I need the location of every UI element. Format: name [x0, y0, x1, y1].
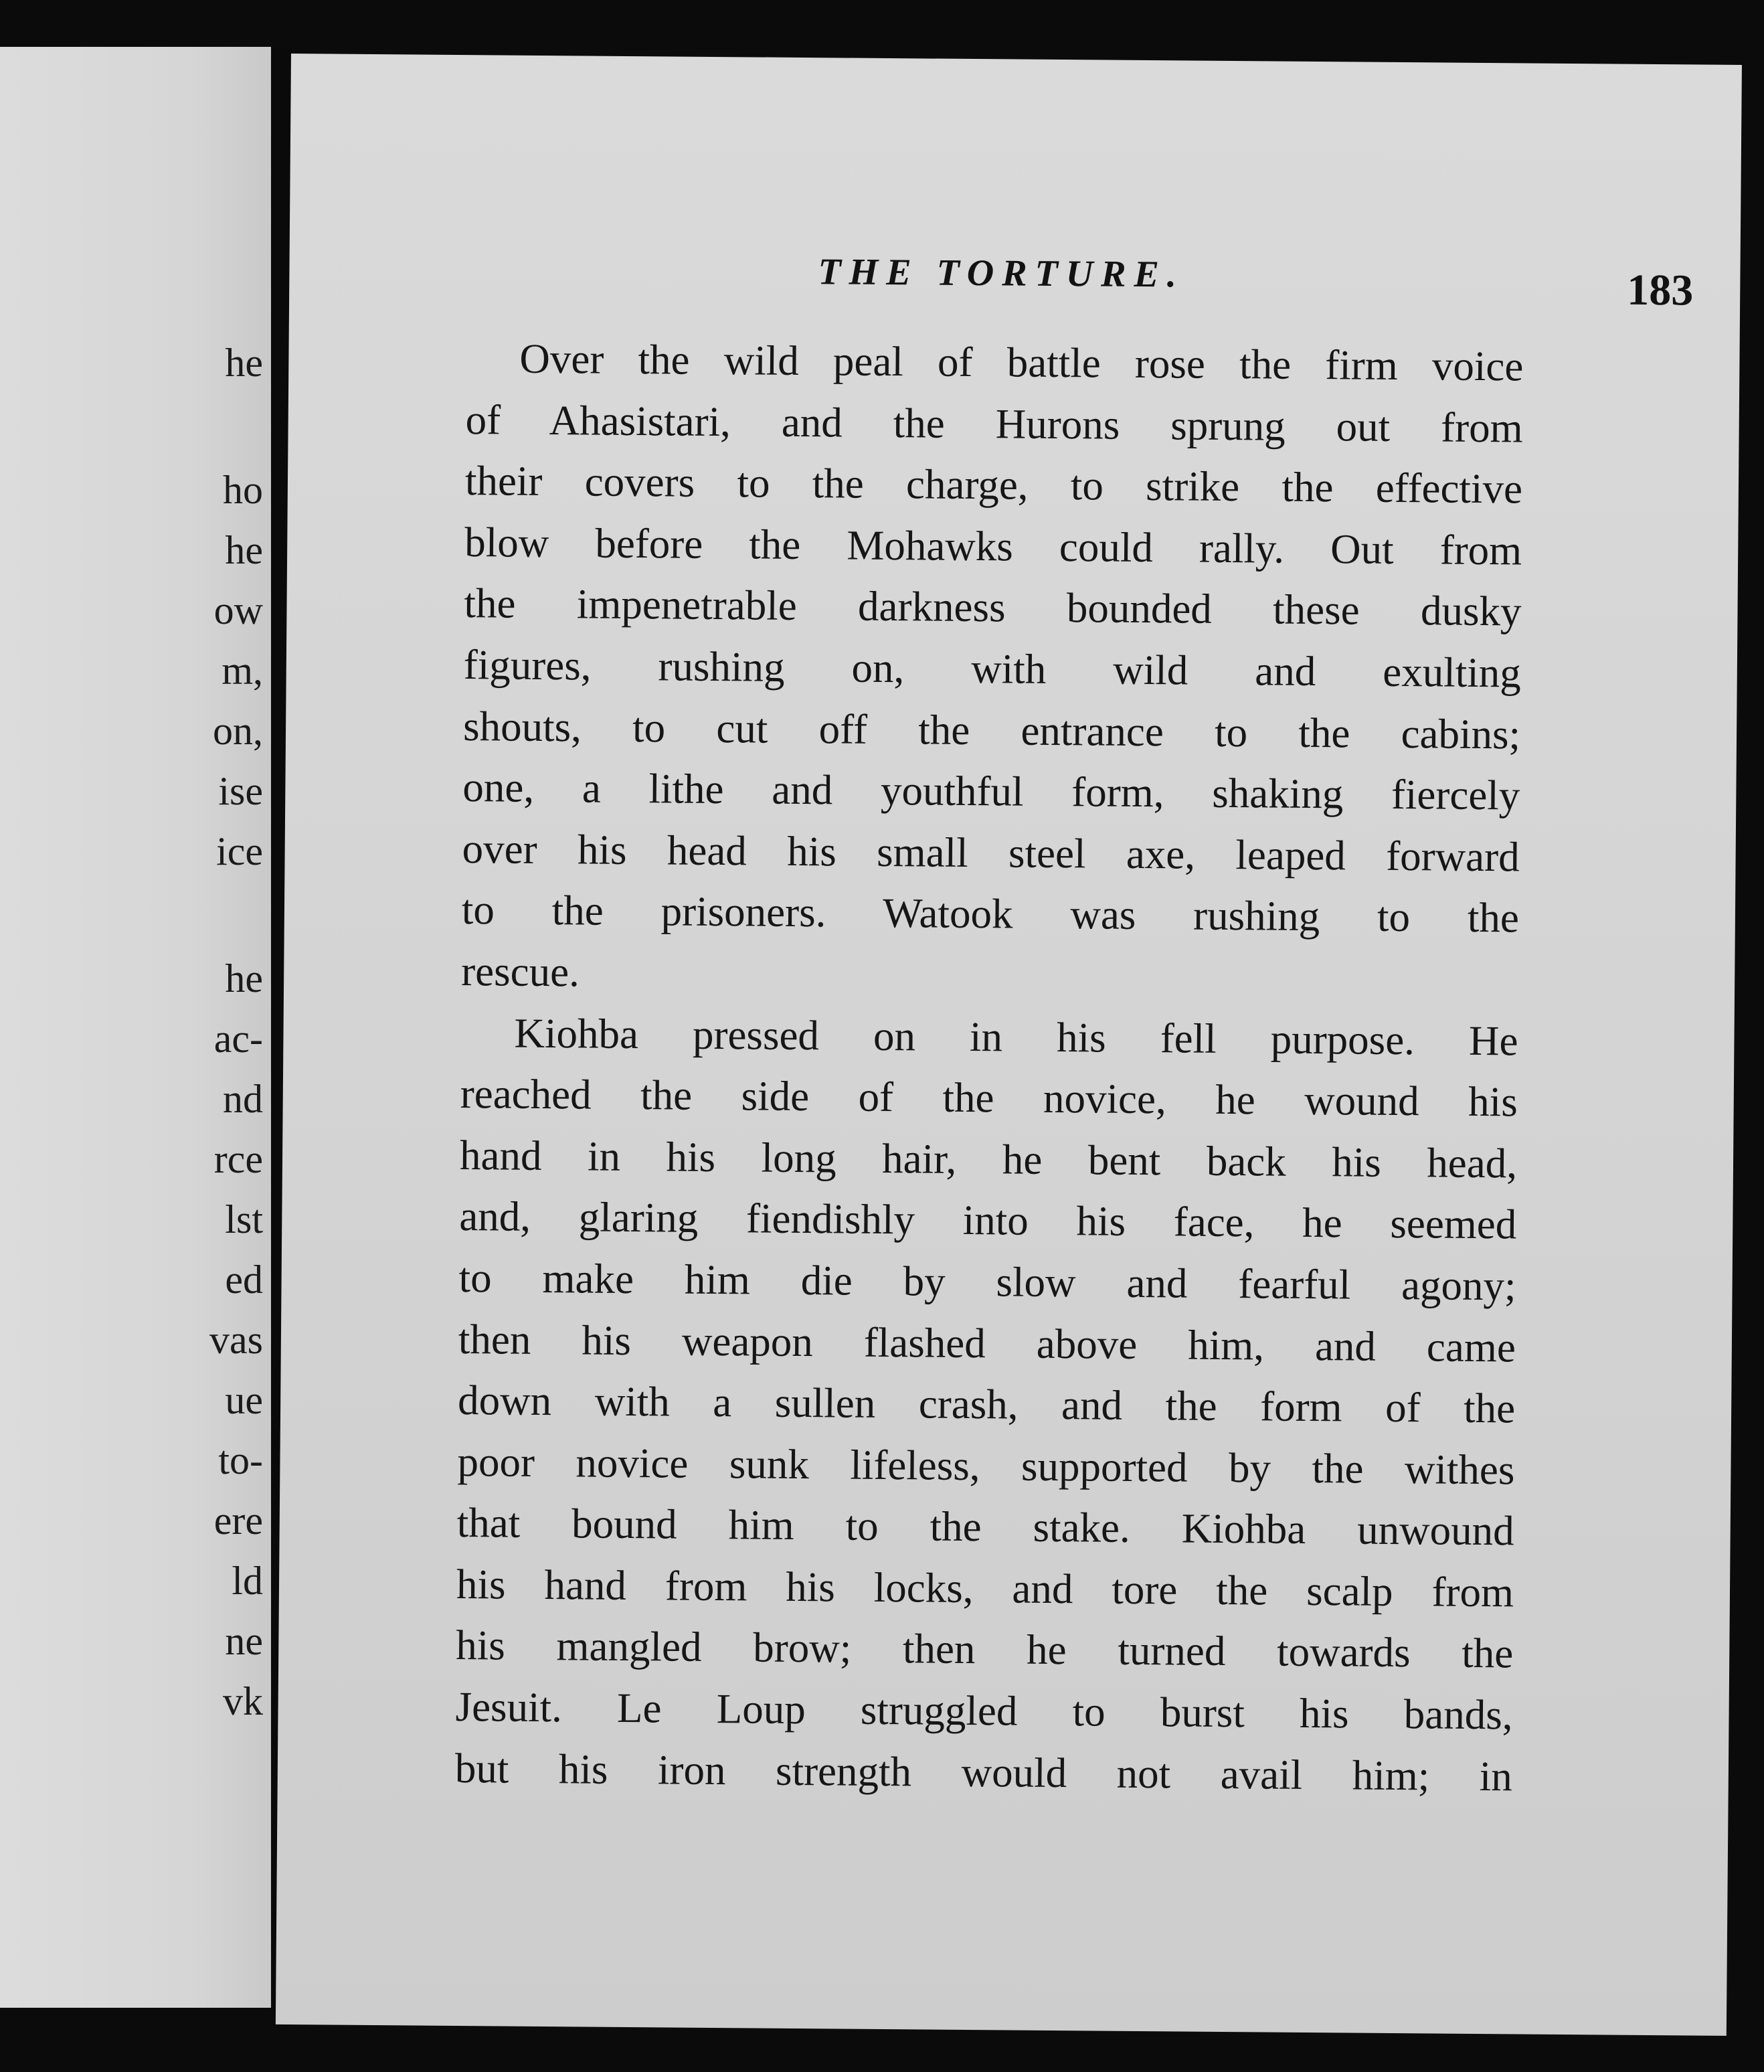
left-page-text: ld — [232, 1559, 263, 1603]
left-page-text: ise — [218, 769, 263, 813]
left-page-text: ho — [223, 468, 263, 512]
text-line: rescue. — [460, 947, 580, 996]
left-page-text: ice — [216, 829, 263, 873]
left-page-fragment — [0, 47, 271, 2008]
book-page — [276, 54, 1742, 2036]
text-line: then his weapon flashed above him, and came — [458, 1315, 1516, 1371]
text-line: their covers to the charge, to strike the effective — [464, 457, 1523, 513]
text-line: down with a sullen crash, and the form of the — [457, 1377, 1516, 1432]
text-line: blow before the Mohawks could rally. Out from — [464, 518, 1522, 574]
text-line: of Ahasistari, and the Hurons sprung out from — [465, 396, 1523, 452]
page-number: 183 — [1627, 265, 1694, 315]
left-page-text: nd — [223, 1077, 263, 1121]
text-line: one, a lithe and youthful form, shaking fiercely — [462, 764, 1520, 819]
left-page-text: ere — [213, 1498, 263, 1543]
running-head: THE TORTURE. — [818, 251, 1185, 296]
text-line: and, glaring fiendishly into his face, he seemed — [459, 1193, 1517, 1248]
left-page-text: ue — [225, 1378, 263, 1422]
text-line: shouts, to cut off the entrance to the cabins; — [462, 702, 1521, 758]
left-page-text: lst — [225, 1197, 263, 1241]
left-page-text: ac- — [213, 1017, 263, 1061]
left-page-text: he — [225, 528, 263, 572]
text-line: Kiohba pressed on in his fell purpose. He — [514, 1009, 1518, 1064]
text-line: but his iron strength would not avail him; in — [454, 1744, 1513, 1800]
left-page-text: vk — [223, 1679, 263, 1723]
left-page-text: m, — [222, 649, 263, 693]
left-page-text: vas — [209, 1318, 263, 1362]
text-line: that bound him to the stake. Kiohba unwound — [456, 1499, 1514, 1555]
text-line: his hand from his locks, and tore the scalp from — [456, 1560, 1514, 1616]
left-page-text: he — [225, 956, 263, 1001]
paragraph — [461, 328, 1524, 1011]
text-line: Jesuit. Le Loup struggled to burst his bands, — [455, 1683, 1513, 1739]
text-line: to make him die by slow and fearful agony; — [458, 1254, 1516, 1310]
text-line: the impenetrable darkness bounded these dusky — [464, 580, 1522, 635]
left-page-text: ed — [225, 1258, 263, 1302]
left-page-text: on, — [213, 709, 263, 753]
text-line: poor novice sunk lifeless, supported by the withes — [457, 1438, 1515, 1494]
left-page-text: he — [225, 341, 263, 385]
left-page-text: ow — [213, 588, 263, 632]
text-line: Over the wild peal of battle rose the firm voice — [519, 335, 1524, 390]
body-text — [455, 328, 1524, 1808]
text-line: over his head his small steel axe, leaped forward — [462, 825, 1520, 881]
text-line: reached the side of the novice, he wound his — [460, 1070, 1518, 1126]
text-line: to the prisoners. Watook was rushing to the — [461, 886, 1520, 942]
left-page-text: rce — [213, 1137, 263, 1181]
left-page-text: ne — [225, 1619, 263, 1663]
paragraph — [455, 1003, 1518, 1808]
text-line: hand in his long hair, he bent back his head, — [459, 1131, 1518, 1187]
text-line: figures, rushing on, with wild and exulting — [463, 641, 1522, 697]
text-line: his mangled brow; then he turned towards the — [456, 1622, 1514, 1677]
left-page-text: to- — [218, 1438, 263, 1482]
